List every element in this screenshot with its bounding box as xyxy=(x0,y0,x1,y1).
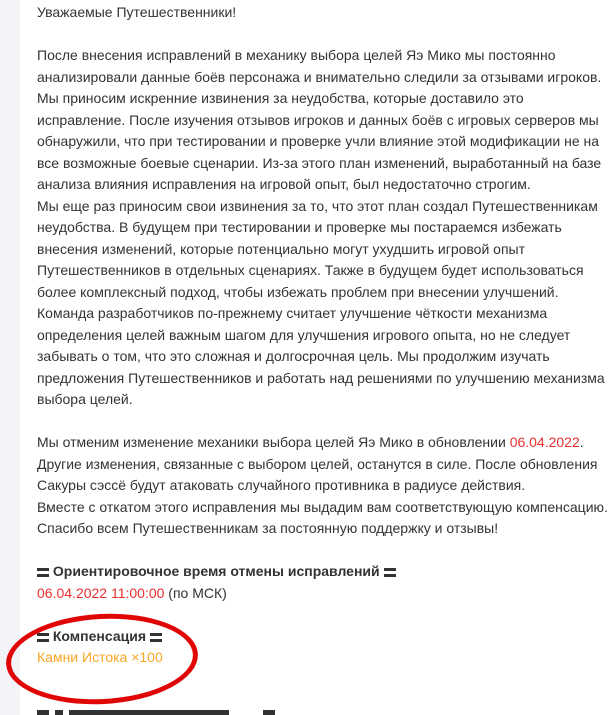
paragraph-line: неудобства. В будущем при тестировании и проверке мы постараемся избежать xyxy=(37,219,562,235)
article-body xyxy=(37,2,615,669)
paragraph-line: Другие изменения, связанные с выбором целей, останутся в силе. После обновления xyxy=(37,455,598,472)
paragraph-apology xyxy=(37,45,615,411)
equals-icon xyxy=(384,568,396,577)
paragraph-line: исправление. После изучения отзывов игроков и данных боёв с игровых серверов мы xyxy=(37,111,599,128)
paragraph-line: предложения Путешественников и работать над решениями по улучшению механизма xyxy=(37,369,605,386)
rollback-datetime: 06.04.2022 11:00:00 xyxy=(37,584,165,601)
section-compensation-heading: Компенсация xyxy=(37,626,615,648)
paragraph-line: Мы приносим искренние извинения за неудобства, которые доставило это xyxy=(37,90,524,106)
paragraph-line: После внесения исправлений в механику выбора целей Яэ Мико мы постоянно xyxy=(37,47,556,63)
paragraph-line: Сакуры сэссё будут атаковать случайного противника в радиусе действия. xyxy=(37,477,526,493)
section-time-heading: Ориентировочное время отмены исправлений xyxy=(37,561,615,583)
equals-icon xyxy=(150,633,162,642)
paragraph-line: анализа влияния исправления на игровой опыт, был недостаточно строгим. xyxy=(37,176,531,192)
paragraph-line: Вместе с откатом этого исправления мы выдадим вам соответствующую компенсацию. xyxy=(37,498,608,515)
rollback-first-line: Мы отменим изменение механики выбора целей Яэ Мико в обновлении 06.04.2022. xyxy=(37,434,584,450)
paragraph-line: все возможные боевые сценарии. Из-за этого план изменений, выработанный на базе xyxy=(37,154,602,171)
paragraph-line: Команда разработчиков по-прежнему считает улучшение чёткости механизма xyxy=(37,305,548,321)
equals-icon xyxy=(263,710,275,715)
next-section-heading-cut xyxy=(37,706,615,715)
paragraph-line: обнаружили, что при тестировании и проверке учли влияние этой модификации не на xyxy=(37,133,600,149)
equals-icon xyxy=(37,633,49,642)
section-compensation xyxy=(37,626,615,669)
paragraph-line: определения целей важным шагом для улучшения игрового опыта, но не следует xyxy=(37,326,571,343)
equals-icon xyxy=(37,568,49,577)
update-date-link[interactable]: 06.04.2022 xyxy=(509,434,580,450)
paragraph-line: Спасибо всем Путешественникам за постоянную поддержку и отзывы! xyxy=(37,520,499,536)
greeting: Уважаемые Путешественники! xyxy=(37,4,237,20)
paragraph-line: выбора целей. xyxy=(37,391,133,407)
left-rail xyxy=(0,0,20,715)
section-time xyxy=(37,561,615,604)
paragraph-line: Мы еще раз приносим свои извинения за то, что этот план создал Путешественникам xyxy=(37,197,598,214)
paragraph-line: внесения изменений, которые потенциально могут ухудшить игровой опыт xyxy=(37,240,526,257)
section-time-value: 06.04.2022 11:00:00 (по МСК) xyxy=(37,584,227,601)
paragraph-line: Путешественников в отдельных сценариях. Также в будущем будет использоваться xyxy=(37,262,584,278)
equals-icon xyxy=(37,710,49,715)
paragraph-line: забывать о том, что это сложная и долгосрочная цель. Мы продолжим изучать xyxy=(37,348,550,364)
paragraph-line: анализировали данные боёв персонажа и внимательно следили за отзывами игроков. xyxy=(37,68,602,85)
compensation-reward: Камни Истока ×100 xyxy=(37,649,163,665)
paragraph-line: более комплексный подход, чтобы избежать проблем при внесении улучшений. xyxy=(37,283,559,300)
paragraph-rollback xyxy=(37,432,615,540)
